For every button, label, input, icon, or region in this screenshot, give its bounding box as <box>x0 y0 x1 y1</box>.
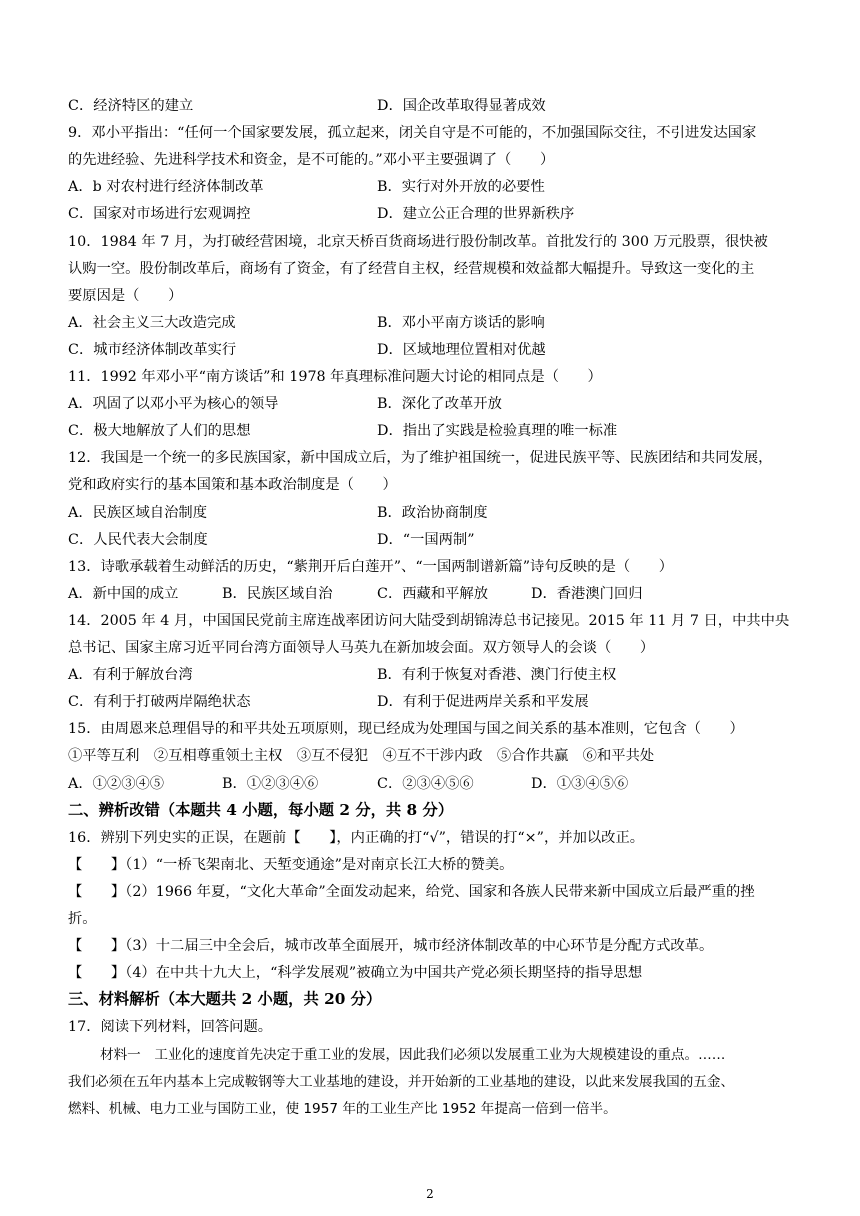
option-left: A．b 对农村进行经济体制改革 <box>68 179 264 196</box>
text-line: 【 】（3）十二届三中全会后，城市改革全面展开，城市经济体制改革的中心环节是分配方式改革。 <box>68 938 714 955</box>
text-line: 9．邓小平指出：“任何一个国家要发展，孤立起来，闭关自守是不可能的，不加强国际交往，不引进发达国家 <box>68 125 757 142</box>
option-left: C．经济特区的建立 <box>68 98 194 114</box>
section-heading: 三、材料解析（本大题共 2 小题，共 20 分） <box>68 990 382 1009</box>
section-heading: 二、辨析改错（本题共 4 小题，每小题 2 分，共 8 分） <box>68 800 454 819</box>
text-line: 12．我国是一个统一的多民族国家，新中国成立后，为了维护祖国统一，促进民族平等、民族团结和共同发展， <box>68 450 773 467</box>
option-item: B．①②③④⑥ <box>222 775 319 792</box>
material-line: 材料一 工业化的速度首先决定于重工业的发展，因此我们必须以发展重工业为大规模建设的重点。…… <box>100 1046 726 1063</box>
option-left: A．社会主义三大改造完成 <box>68 314 236 331</box>
option-item: C．西藏和平解放 <box>377 585 489 602</box>
option-right: D．指出了实践是检验真理的唯一标准 <box>377 423 618 440</box>
option-right: D．国企改革取得显著成效 <box>377 98 546 114</box>
text-line: 要原因是（ ） <box>68 287 183 304</box>
material-line: 燃料、机械、电力工业与国防工业，使 1957 年的工业生产比 1952 年提高一倍到一倍半。 <box>68 1100 617 1117</box>
text-line: 认购一空。股份制改革后，商场有了资金，有了经营自主权，经营规模和效益都大幅提升。导致这一变化的主 <box>68 260 755 277</box>
text-line: 13．诗歌承载着生动鲜活的历史，“紫荆开后白莲开”、“一国两制谱新篇”诗句反映的是（ ） <box>68 558 674 575</box>
option-left: C．有利于打破两岸隔绝状态 <box>68 694 251 711</box>
text-line: 【 】（4）在中共十九大上，“科学发展观”被确立为中国共产党必须长期坚持的指导思想 <box>68 965 643 982</box>
option-left: A．民族区域自治制度 <box>68 504 207 521</box>
option-left: C．极大地解放了人们的思想 <box>68 423 251 440</box>
option-item: A．新中国的成立 <box>68 585 179 602</box>
option-item: D．①③④⑤⑥ <box>531 775 629 792</box>
option-left: C．城市经济体制改革实行 <box>68 341 237 358</box>
option-item: D．香港澳门回归 <box>531 585 643 602</box>
option-right: D．“一国两制” <box>377 531 475 548</box>
text-line: 的先进经验、先进科学技术和资金，是不可能的。”邓小平主要强调了（ ） <box>68 152 555 169</box>
text-line: 【 】（1）“一桥飞架南北、天堑变通途”是对南京长江大桥的赞美。 <box>68 856 514 873</box>
option-right: B．实行对外开放的必要性 <box>377 179 545 196</box>
option-left: C．人民代表大会制度 <box>68 531 208 548</box>
text-line: 16．辨别下列史实的正误，在题前【 】，内正确的打“√”，错误的打“×”，并加以改正。 <box>68 829 645 846</box>
text-line: ①平等互利 ②互相尊重领土主权 ③互不侵犯 ④互不干涉内政 ⑤合作共赢 ⑥和平共处 <box>68 748 655 765</box>
text-line: 17．阅读下列材料，回答问题。 <box>68 1019 273 1036</box>
text-line: 【 】（2）1966 年夏，“文化大革命”全面发动起来，给党、国家和各族人民带来新中国成立后最严重的挫 <box>68 883 755 900</box>
text-line: 折。 <box>68 911 97 927</box>
text-line: 总书记、国家主席习近平同台湾方面领导人马英九在新加坡会面。双方领导人的会谈（ ） <box>68 640 655 656</box>
text-line: 10．1984 年 7 月，为打破经营困境，北京天桥百货商场进行股份制改革。首批发行的 300 万元股票，很快被 <box>68 233 768 250</box>
text-line: 14．2005 年 4 月，中国国民党前主席连战率团访问大陆受到胡锦涛总书记接见。2015 年 11 月 7 日，中共中央 <box>68 612 790 629</box>
option-right: B．深化了改革开放 <box>377 396 502 413</box>
option-item: B．民族区域自治 <box>222 585 333 602</box>
option-item: A．①②③④⑤ <box>68 775 165 792</box>
material-line: 我们必须在五年内基本上完成鞍钢等大工业基地的建设，并开始新的工业基地的建设，以此来发展我国的五金、 <box>68 1073 735 1090</box>
text-line: 15．由周恩来总理倡导的和平共处五项原则，现已经成为处理国与国之间关系的基本准则，它包含（ ） <box>68 721 744 738</box>
option-left: C．国家对市场进行宏观调控 <box>68 206 251 223</box>
option-left: A．巩固了以邓小平为核心的领导 <box>68 396 279 413</box>
option-right: D．有利于促进两岸关系和平发展 <box>377 694 589 711</box>
page-number: 2 <box>426 1187 434 1201</box>
text-line: 党和政府实行的基本国策和基本政治制度是（ ） <box>68 477 397 494</box>
text-line: 11．1992 年邓小平“南方谈话”和 1978 年真理标准问题大讨论的相同点是（ ） <box>68 369 602 385</box>
option-right: D．区域地理位置相对优越 <box>377 341 546 358</box>
option-right: B．有利于恢复对香港、澳门行使主权 <box>377 667 617 684</box>
option-right: B．邓小平南方谈话的影响 <box>377 314 545 331</box>
option-right: D．建立公正合理的世界新秩序 <box>377 206 575 223</box>
option-left: A．有利于解放台湾 <box>68 667 193 684</box>
option-item: C．②③④⑤⑥ <box>377 775 474 792</box>
option-right: B．政治协商制度 <box>377 504 488 521</box>
